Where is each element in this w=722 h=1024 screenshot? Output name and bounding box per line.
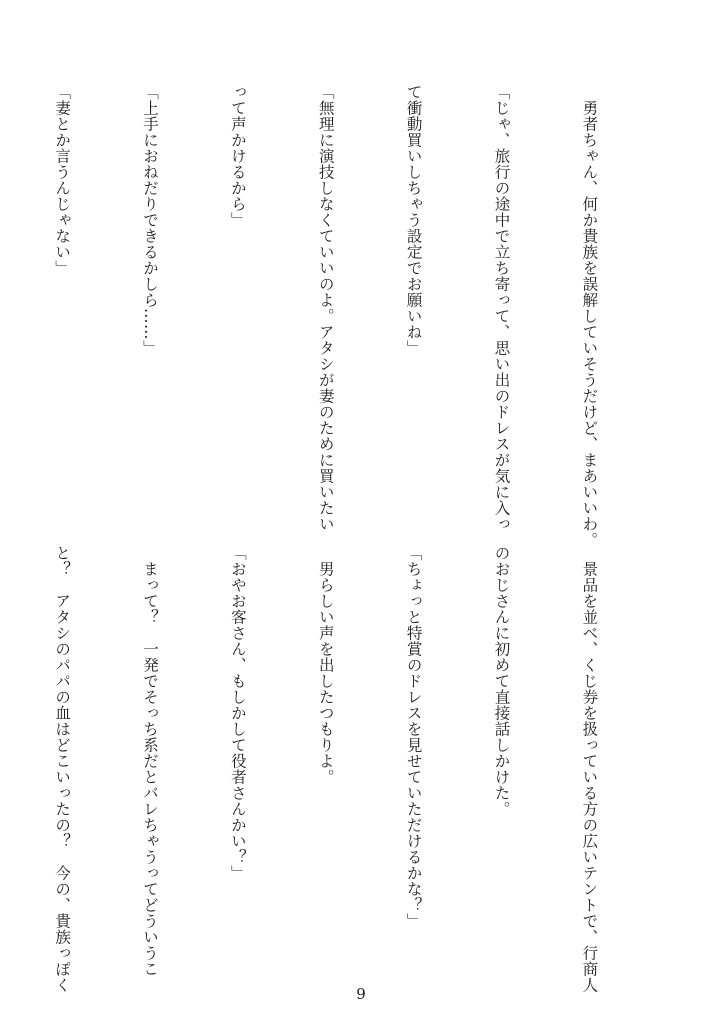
text-line: 景品を並べ、くじ券を扱っている方の広いテントで、行商人	[580, 545, 599, 993]
text-line: 「妻とか言うんじゃない」	[53, 84, 72, 276]
text-line: 「おやお客さん、もしかして役者さんかい？」	[228, 545, 247, 881]
text-line: 男らしい声を出したつもりよ。	[316, 545, 335, 785]
text-line: て衝動買いしちゃう設定でお願いね」	[404, 84, 423, 356]
text-block-bottom	[52, 545, 662, 993]
text-line: 「無理に演技しなくていいのよ。アタシが妻のために買いたい	[316, 84, 335, 532]
text-line: と？ アタシのパパの血はどこいったの？ 今の、貴族っぽく	[53, 545, 72, 993]
text-line: って声かけるから」	[228, 84, 247, 228]
text-line: まって？ 一発でそっち系だとバレちゃうってどういうこ	[140, 545, 159, 977]
text-line: のおじさんに初めて直接話しかけた。	[492, 545, 511, 817]
text-line: 勇者ちゃん、何か貴族を誤解していそうだけど、まあいいわ。	[580, 84, 599, 548]
text-block-top	[52, 84, 662, 548]
page-number: 9	[356, 985, 366, 1003]
text-line: 「上手におねだりできるかしら……」	[140, 84, 159, 356]
text-line: 「じゃ、旅行の途中で立ち寄って、思い出のドレスが気に入っ	[492, 84, 511, 532]
text-line: 「ちょっと特賞のドレスを見せていただけるかな？」	[404, 545, 423, 929]
